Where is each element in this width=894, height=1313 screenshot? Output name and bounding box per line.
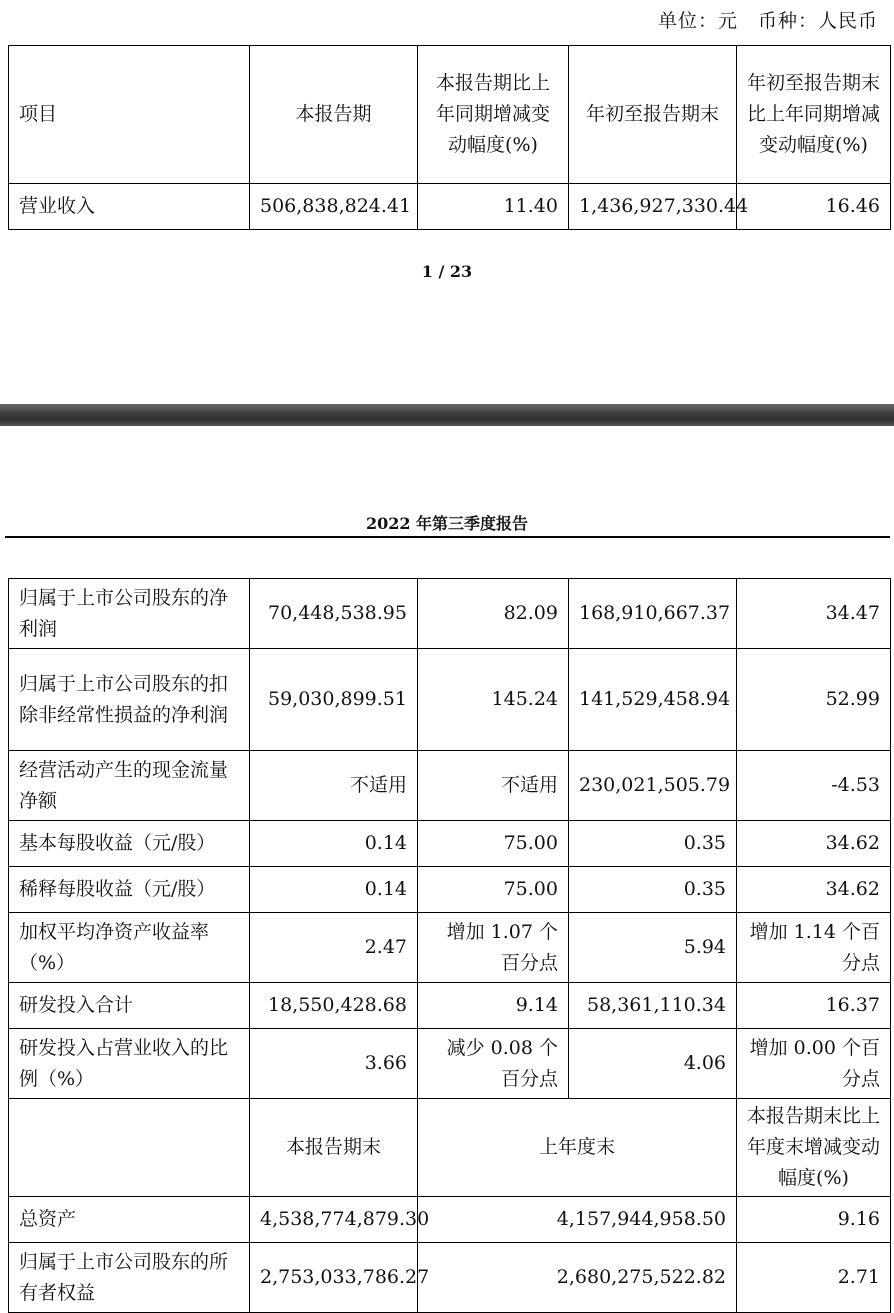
cell-value: 9.16 (737, 1197, 891, 1243)
header-rule (5, 536, 890, 538)
cell-value: 1,436,927,330.44 (569, 184, 737, 230)
subheader-blank (9, 1099, 250, 1197)
cell-value: 59,030,899.51 (250, 649, 418, 751)
cell-value: 0.35 (569, 867, 737, 913)
row-label: 研发投入合计 (9, 983, 250, 1029)
cell-value: 18,550,428.68 (250, 983, 418, 1029)
revenue-table (8, 45, 891, 230)
cell-value: 0.14 (250, 821, 418, 867)
cell-value: 11.40 (418, 184, 569, 230)
table-row (9, 1197, 891, 1243)
table-header-row (9, 46, 891, 184)
cell-value: 145.24 (418, 649, 569, 751)
row-label: 经营活动产生的现金流量净额 (9, 751, 250, 821)
cell-value: 75.00 (418, 821, 569, 867)
header-ytd-change: 年初至报告期末比上年同期增减变动幅度(%) (737, 46, 891, 184)
cell-value: 不适用 (250, 751, 418, 821)
table-row (9, 983, 891, 1029)
row-label: 总资产 (9, 1197, 250, 1243)
table-row (9, 751, 891, 821)
header-ytd: 年初至报告期末 (569, 46, 737, 184)
cell-value: 0.35 (569, 821, 737, 867)
row-label: 基本每股收益（元/股） (9, 821, 250, 867)
cell-value: 9.14 (418, 983, 569, 1029)
cell-value: 2,753,033,786.27 (250, 1243, 418, 1313)
cell-value: 16.46 (737, 184, 891, 230)
subheader-period-end: 本报告期末 (250, 1099, 418, 1197)
header-current-period-change: 本报告期比上年同期增减变动幅度(%) (418, 46, 569, 184)
table-row (9, 821, 891, 867)
cell-value: 4,538,774,879.30 (250, 1197, 418, 1243)
cell-value: 4,157,944,958.50 (418, 1197, 737, 1243)
table-row (9, 579, 891, 649)
cell-value: 82.09 (418, 579, 569, 649)
subheader-change: 本报告期末比上年度末增减变动幅度(%) (737, 1099, 891, 1197)
table-row (9, 1243, 891, 1313)
row-label: 稀释每股收益（元/股） (9, 867, 250, 913)
cell-value: 16.37 (737, 983, 891, 1029)
unit-currency-note: 单位：元 币种：人民币 (657, 10, 878, 32)
page-divider (0, 404, 894, 426)
row-label: 归属于上市公司股东的所有者权益 (9, 1243, 250, 1313)
subheader-prior-year-end: 上年度末 (418, 1099, 737, 1197)
cell-value: 减少 0.08 个百分点 (418, 1029, 569, 1099)
cell-value: 4.06 (569, 1029, 737, 1099)
cell-value: 168,910,667.37 (569, 579, 737, 649)
cell-value: 70,448,538.95 (250, 579, 418, 649)
row-label: 加权平均净资产收益率（%） (9, 913, 250, 983)
table-row (9, 1029, 891, 1099)
cell-value: -4.53 (737, 751, 891, 821)
cell-value: 34.62 (737, 867, 891, 913)
cell-value: 增加 0.00 个百分点 (737, 1029, 891, 1099)
cell-value: 52.99 (737, 649, 891, 751)
row-label: 归属于上市公司股东的净利润 (9, 579, 250, 649)
cell-value: 75.00 (418, 867, 569, 913)
report-header-title: 2022 年第三季度报告 (365, 514, 529, 533)
cell-value: 230,021,505.79 (569, 751, 737, 821)
cell-value: 2.47 (250, 913, 418, 983)
cell-value: 58,361,110.34 (569, 983, 737, 1029)
table-row (9, 867, 891, 913)
table-subheader-row (9, 1099, 891, 1197)
cell-value: 141,529,458.94 (569, 649, 737, 751)
cell-value: 增加 1.14 个百分点 (737, 913, 891, 983)
table-row (9, 649, 891, 751)
cell-value: 5.94 (569, 913, 737, 983)
cell-value: 增加 1.07 个百分点 (418, 913, 569, 983)
table-row (9, 913, 891, 983)
header-item: 项目 (9, 46, 250, 184)
row-label: 研发投入占营业收入的比例（%） (9, 1029, 250, 1099)
cell-value: 506,838,824.41 (250, 184, 418, 230)
cell-value: 0.14 (250, 867, 418, 913)
cell-value: 不适用 (418, 751, 569, 821)
cell-value: 2.71 (737, 1243, 891, 1313)
cell-value: 3.66 (250, 1029, 418, 1099)
header-current-period: 本报告期 (250, 46, 418, 184)
financial-indicators-table (8, 578, 891, 1313)
cell-value: 34.62 (737, 821, 891, 867)
cell-value: 34.47 (737, 579, 891, 649)
table-row (9, 184, 891, 230)
row-label: 归属于上市公司股东的扣除非经常性损益的净利润 (9, 649, 250, 751)
page-number: 1 / 23 (421, 262, 473, 281)
row-label: 营业收入 (9, 184, 250, 230)
cell-value: 2,680,275,522.82 (418, 1243, 737, 1313)
